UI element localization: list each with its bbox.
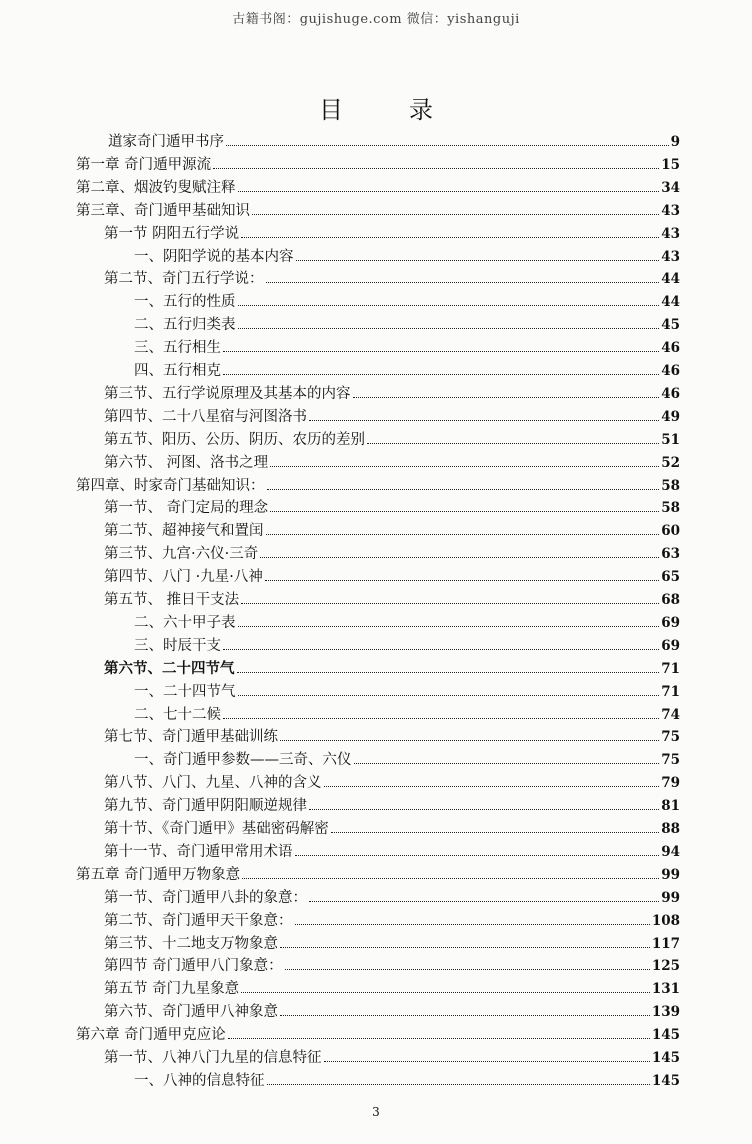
toc-entry-page: 34 bbox=[661, 179, 680, 196]
toc-entry-label: 第十节、《奇门遁甲》基础密码解密 bbox=[104, 821, 329, 837]
toc-entry-label: 一、奇门遁甲参数——三奇、六仪 bbox=[134, 752, 352, 769]
toc-leader-dots bbox=[223, 635, 659, 650]
toc-leader-dots bbox=[270, 452, 659, 467]
toc-entry-label: 第一节、奇门遁甲八卦的象意： bbox=[104, 889, 307, 906]
toc-entry-label: 第六章 奇门遁甲克应论 bbox=[76, 1027, 226, 1044]
toc-leader-dots bbox=[367, 429, 659, 444]
toc-entry-label: 第六节、奇门遁甲八神象意 bbox=[104, 1004, 278, 1021]
toc-entry-label: 第三章、奇门遁甲基础知识 bbox=[76, 202, 250, 219]
toc-entry-page: 69 bbox=[661, 637, 680, 654]
toc-leader-dots bbox=[270, 497, 659, 512]
toc-entry-page: 43 bbox=[661, 248, 680, 265]
toc-entry[interactable] bbox=[104, 933, 680, 955]
toc-entry-label: 第六节、二十四节气 bbox=[104, 659, 235, 677]
toc-entry-label: 第一节 阴阳五行学说 bbox=[104, 225, 240, 242]
toc-entry-page: 108 bbox=[651, 912, 680, 929]
toc-entry-label: 一、八神的信息特征 bbox=[134, 1072, 265, 1089]
toc-entry-label: 第四节、八门 ·九星·八神 bbox=[104, 569, 263, 586]
toc-entry[interactable] bbox=[134, 360, 680, 382]
toc-entry-page: 46 bbox=[661, 385, 680, 402]
toc-leader-dots bbox=[241, 223, 659, 238]
toc-entry-label: 第一节、 奇门定局的理念 bbox=[104, 500, 269, 517]
toc-entry[interactable] bbox=[134, 635, 680, 657]
toc-entry-label: 第六节、 河图、洛书之理 bbox=[104, 454, 269, 471]
toc-leader-dots bbox=[354, 749, 660, 764]
toc-entry-page: 99 bbox=[661, 889, 680, 906]
toc-entry[interactable] bbox=[104, 268, 680, 290]
toc-entry-label: 第四节 奇门遁甲八门象意： bbox=[104, 958, 283, 975]
toc-entry-page: 69 bbox=[661, 614, 680, 631]
toc-entry[interactable] bbox=[104, 726, 680, 748]
toc-entry-page: 51 bbox=[661, 431, 680, 448]
toc-leader-dots bbox=[238, 177, 660, 192]
toc-entry-page: 15 bbox=[661, 156, 680, 173]
toc-leader-dots bbox=[309, 795, 659, 810]
toc-leader-dots bbox=[265, 566, 659, 581]
toc-leader-dots bbox=[223, 337, 659, 352]
toc-entry-label: 第四章、时家奇门基础知识： bbox=[76, 477, 265, 494]
toc-entry-label: 二、六十甲子表 bbox=[134, 614, 236, 631]
toc-leader-dots bbox=[267, 475, 660, 490]
toc-entry-page: 63 bbox=[661, 546, 680, 563]
toc-entry[interactable] bbox=[104, 520, 680, 542]
toc-entry-label: 第一节、八神八门九星的信息特征 bbox=[104, 1050, 322, 1066]
toc-entry-label: 三、时辰干支 bbox=[134, 637, 221, 654]
toc-entry-label: 第二节、超神接气和置闰 bbox=[104, 523, 264, 540]
toc-leader-dots bbox=[266, 268, 660, 283]
toc-leader-dots bbox=[295, 841, 660, 856]
toc-entry-label: 第二节、奇门遁甲天干象意： bbox=[104, 912, 293, 929]
toc-entry-page: 44 bbox=[661, 294, 680, 311]
toc-entry[interactable] bbox=[104, 223, 680, 245]
toc-entry[interactable] bbox=[104, 383, 680, 405]
toc-entry[interactable] bbox=[104, 978, 680, 1000]
toc-entry[interactable] bbox=[104, 543, 680, 565]
toc-leader-dots bbox=[228, 1024, 650, 1039]
toc-entry-page: 74 bbox=[661, 706, 680, 723]
toc-entry-label: 第九节、奇门遁甲阴阳顺逆规律 bbox=[104, 798, 307, 815]
toc-leader-dots bbox=[252, 200, 659, 215]
toc-entry[interactable] bbox=[104, 566, 680, 588]
toc-leader-dots bbox=[237, 658, 660, 673]
toc-entry-label: 第二节、奇门五行学说： bbox=[104, 271, 264, 288]
toc-entry-label: 第五节、 推日干支法 bbox=[104, 592, 240, 608]
toc-entry-page: 75 bbox=[661, 752, 680, 769]
toc-leader-dots bbox=[238, 612, 660, 627]
page-number: 3 bbox=[372, 1105, 380, 1119]
toc-entry-page: 58 bbox=[661, 477, 680, 494]
toc-entry[interactable] bbox=[134, 314, 680, 336]
toc-entry-page: 145 bbox=[651, 1027, 680, 1044]
toc-leader-dots bbox=[238, 314, 660, 329]
toc-entry[interactable] bbox=[104, 1047, 680, 1069]
toc-entry[interactable] bbox=[134, 612, 680, 634]
toc-entry-page: 139 bbox=[651, 1004, 680, 1021]
toc-leader-dots bbox=[324, 772, 660, 787]
toc-entry[interactable] bbox=[134, 1070, 680, 1092]
toc-leader-dots bbox=[242, 864, 659, 879]
toc-entry-page: 52 bbox=[661, 454, 680, 471]
toc-entry[interactable] bbox=[134, 704, 680, 726]
toc-entry-page: 49 bbox=[661, 408, 680, 425]
toc-entry[interactable] bbox=[104, 841, 680, 863]
toc-entry-page: 94 bbox=[661, 843, 680, 860]
toc-leader-dots bbox=[285, 955, 650, 970]
toc-leader-dots bbox=[223, 704, 659, 719]
toc-entry[interactable] bbox=[76, 154, 680, 176]
toc-entry[interactable] bbox=[104, 818, 680, 840]
toc-leader-dots bbox=[226, 131, 669, 146]
toc-leader-dots bbox=[238, 291, 660, 306]
toc-entry[interactable] bbox=[104, 1001, 680, 1023]
toc-entry-page: 46 bbox=[661, 363, 680, 379]
toc-entry-page: 99 bbox=[661, 866, 680, 883]
toc-entry-label: 第八节、八门、九星、八神的含义 bbox=[104, 775, 322, 792]
toc-entry[interactable] bbox=[108, 131, 680, 153]
toc-entry-label: 第五节、阳历、公历、阴历、农历的差别 bbox=[104, 431, 365, 448]
toc-entry-page: 9 bbox=[670, 134, 680, 150]
toc-entry[interactable] bbox=[76, 177, 680, 199]
toc-entry-page: 81 bbox=[661, 798, 680, 815]
toc-leader-dots bbox=[280, 933, 650, 948]
toc-entry-page: 71 bbox=[661, 660, 680, 677]
toc-entry-page: 79 bbox=[661, 775, 680, 792]
toc-leader-dots bbox=[280, 1001, 650, 1016]
toc-entry[interactable] bbox=[104, 406, 680, 428]
toc-entry[interactable] bbox=[104, 772, 680, 794]
toc-entry[interactable] bbox=[104, 795, 680, 817]
toc-entry-label: 第三节、十二地支万物象意 bbox=[104, 935, 278, 952]
toc-entry-label: 第十一节、奇门遁甲常用术语 bbox=[104, 843, 293, 860]
toc-leader-dots bbox=[223, 360, 659, 375]
page-title: 目录 bbox=[319, 96, 499, 124]
toc-leader-dots bbox=[331, 818, 659, 833]
toc-entry-label: 第一章 奇门遁甲源流 bbox=[76, 156, 212, 173]
toc-entry-label: 一、二十四节气 bbox=[134, 683, 236, 700]
toc-entry-label: 道家奇门遁甲书序 bbox=[108, 134, 224, 150]
toc-entry[interactable] bbox=[104, 429, 680, 451]
toc-entry-page: 145 bbox=[651, 1072, 680, 1089]
toc-entry[interactable] bbox=[134, 337, 680, 359]
toc-entry-page: 75 bbox=[661, 729, 680, 746]
toc-entry-page: 145 bbox=[651, 1050, 680, 1066]
toc-entry-page: 125 bbox=[651, 958, 680, 975]
toc-entry-page: 88 bbox=[661, 821, 680, 837]
toc-entry[interactable] bbox=[134, 681, 680, 703]
toc-leader-dots bbox=[309, 406, 659, 421]
toc-leader-dots bbox=[309, 887, 659, 902]
toc-leader-dots bbox=[266, 520, 660, 535]
toc-entry[interactable] bbox=[134, 291, 680, 313]
toc-entry-label: 四、五行相克 bbox=[134, 363, 221, 379]
toc-entry-page: 65 bbox=[661, 569, 680, 586]
toc-entry-page: 58 bbox=[661, 500, 680, 517]
toc-entry-label: 第五章 奇门遁甲万物象意 bbox=[76, 866, 241, 883]
toc-entry-page: 46 bbox=[661, 340, 680, 357]
toc-leader-dots bbox=[241, 589, 659, 604]
toc-entry-label: 三、五行相生 bbox=[134, 340, 221, 357]
toc-entry[interactable] bbox=[76, 1024, 680, 1046]
toc-entry-page: 43 bbox=[661, 202, 680, 219]
toc-entry-label: 二、五行归类表 bbox=[134, 317, 236, 334]
toc-entry-label: 第四节、二十八星宿与河图洛书 bbox=[104, 408, 307, 425]
toc-entry-label: 一、五行的性质 bbox=[134, 294, 236, 311]
toc-entry-page: 60 bbox=[661, 523, 680, 540]
toc-entry-page: 71 bbox=[661, 683, 680, 700]
toc-entry[interactable] bbox=[104, 497, 680, 519]
toc-leader-dots bbox=[267, 1070, 650, 1085]
toc-entry-page: 44 bbox=[661, 271, 680, 288]
toc-entry-page: 117 bbox=[651, 935, 680, 952]
toc-entry[interactable] bbox=[104, 658, 680, 680]
toc-entry-page: 68 bbox=[661, 592, 680, 608]
toc-entry[interactable] bbox=[76, 475, 680, 497]
toc-entry-label: 第五节 奇门九星象意 bbox=[104, 981, 240, 998]
toc-entry-page: 45 bbox=[661, 317, 680, 334]
toc-entry-label: 第三节、五行学说原理及其基本的内容 bbox=[104, 385, 351, 402]
toc-entry[interactable] bbox=[134, 246, 680, 268]
toc-entry[interactable] bbox=[134, 749, 680, 771]
toc-entry[interactable] bbox=[104, 452, 680, 474]
toc-leader-dots bbox=[295, 910, 650, 925]
toc-entry[interactable] bbox=[104, 589, 680, 611]
toc-entry-label: 第七节、奇门遁甲基础训练 bbox=[104, 729, 278, 746]
toc-leader-dots bbox=[241, 978, 650, 993]
toc-entry-label: 第三节、九宫·六仪·三奇 bbox=[104, 546, 259, 563]
toc-entry[interactable] bbox=[104, 910, 680, 932]
toc-entry[interactable] bbox=[76, 864, 680, 886]
toc-leader-dots bbox=[280, 726, 659, 741]
toc-entry[interactable] bbox=[76, 200, 680, 222]
toc-leader-dots bbox=[238, 681, 660, 696]
toc-leader-dots bbox=[353, 383, 660, 398]
toc-leader-dots bbox=[260, 543, 659, 558]
toc-entry-label: 一、阴阳学说的基本内容 bbox=[134, 248, 294, 265]
toc-entry[interactable] bbox=[104, 887, 680, 909]
toc-leader-dots bbox=[296, 246, 660, 261]
toc-entry-label: 第二章、烟波钓叟赋注释 bbox=[76, 179, 236, 196]
toc-entry-label: 二、七十二候 bbox=[134, 706, 221, 723]
toc-leader-dots bbox=[324, 1047, 650, 1062]
toc-entry[interactable] bbox=[104, 955, 680, 977]
toc-entry-page: 131 bbox=[651, 981, 680, 998]
watermark-text: 古籍书阁：gujishuge.com 微信：yishanguji bbox=[232, 12, 520, 27]
toc-entry-page: 43 bbox=[661, 225, 680, 242]
toc-leader-dots bbox=[213, 154, 659, 169]
